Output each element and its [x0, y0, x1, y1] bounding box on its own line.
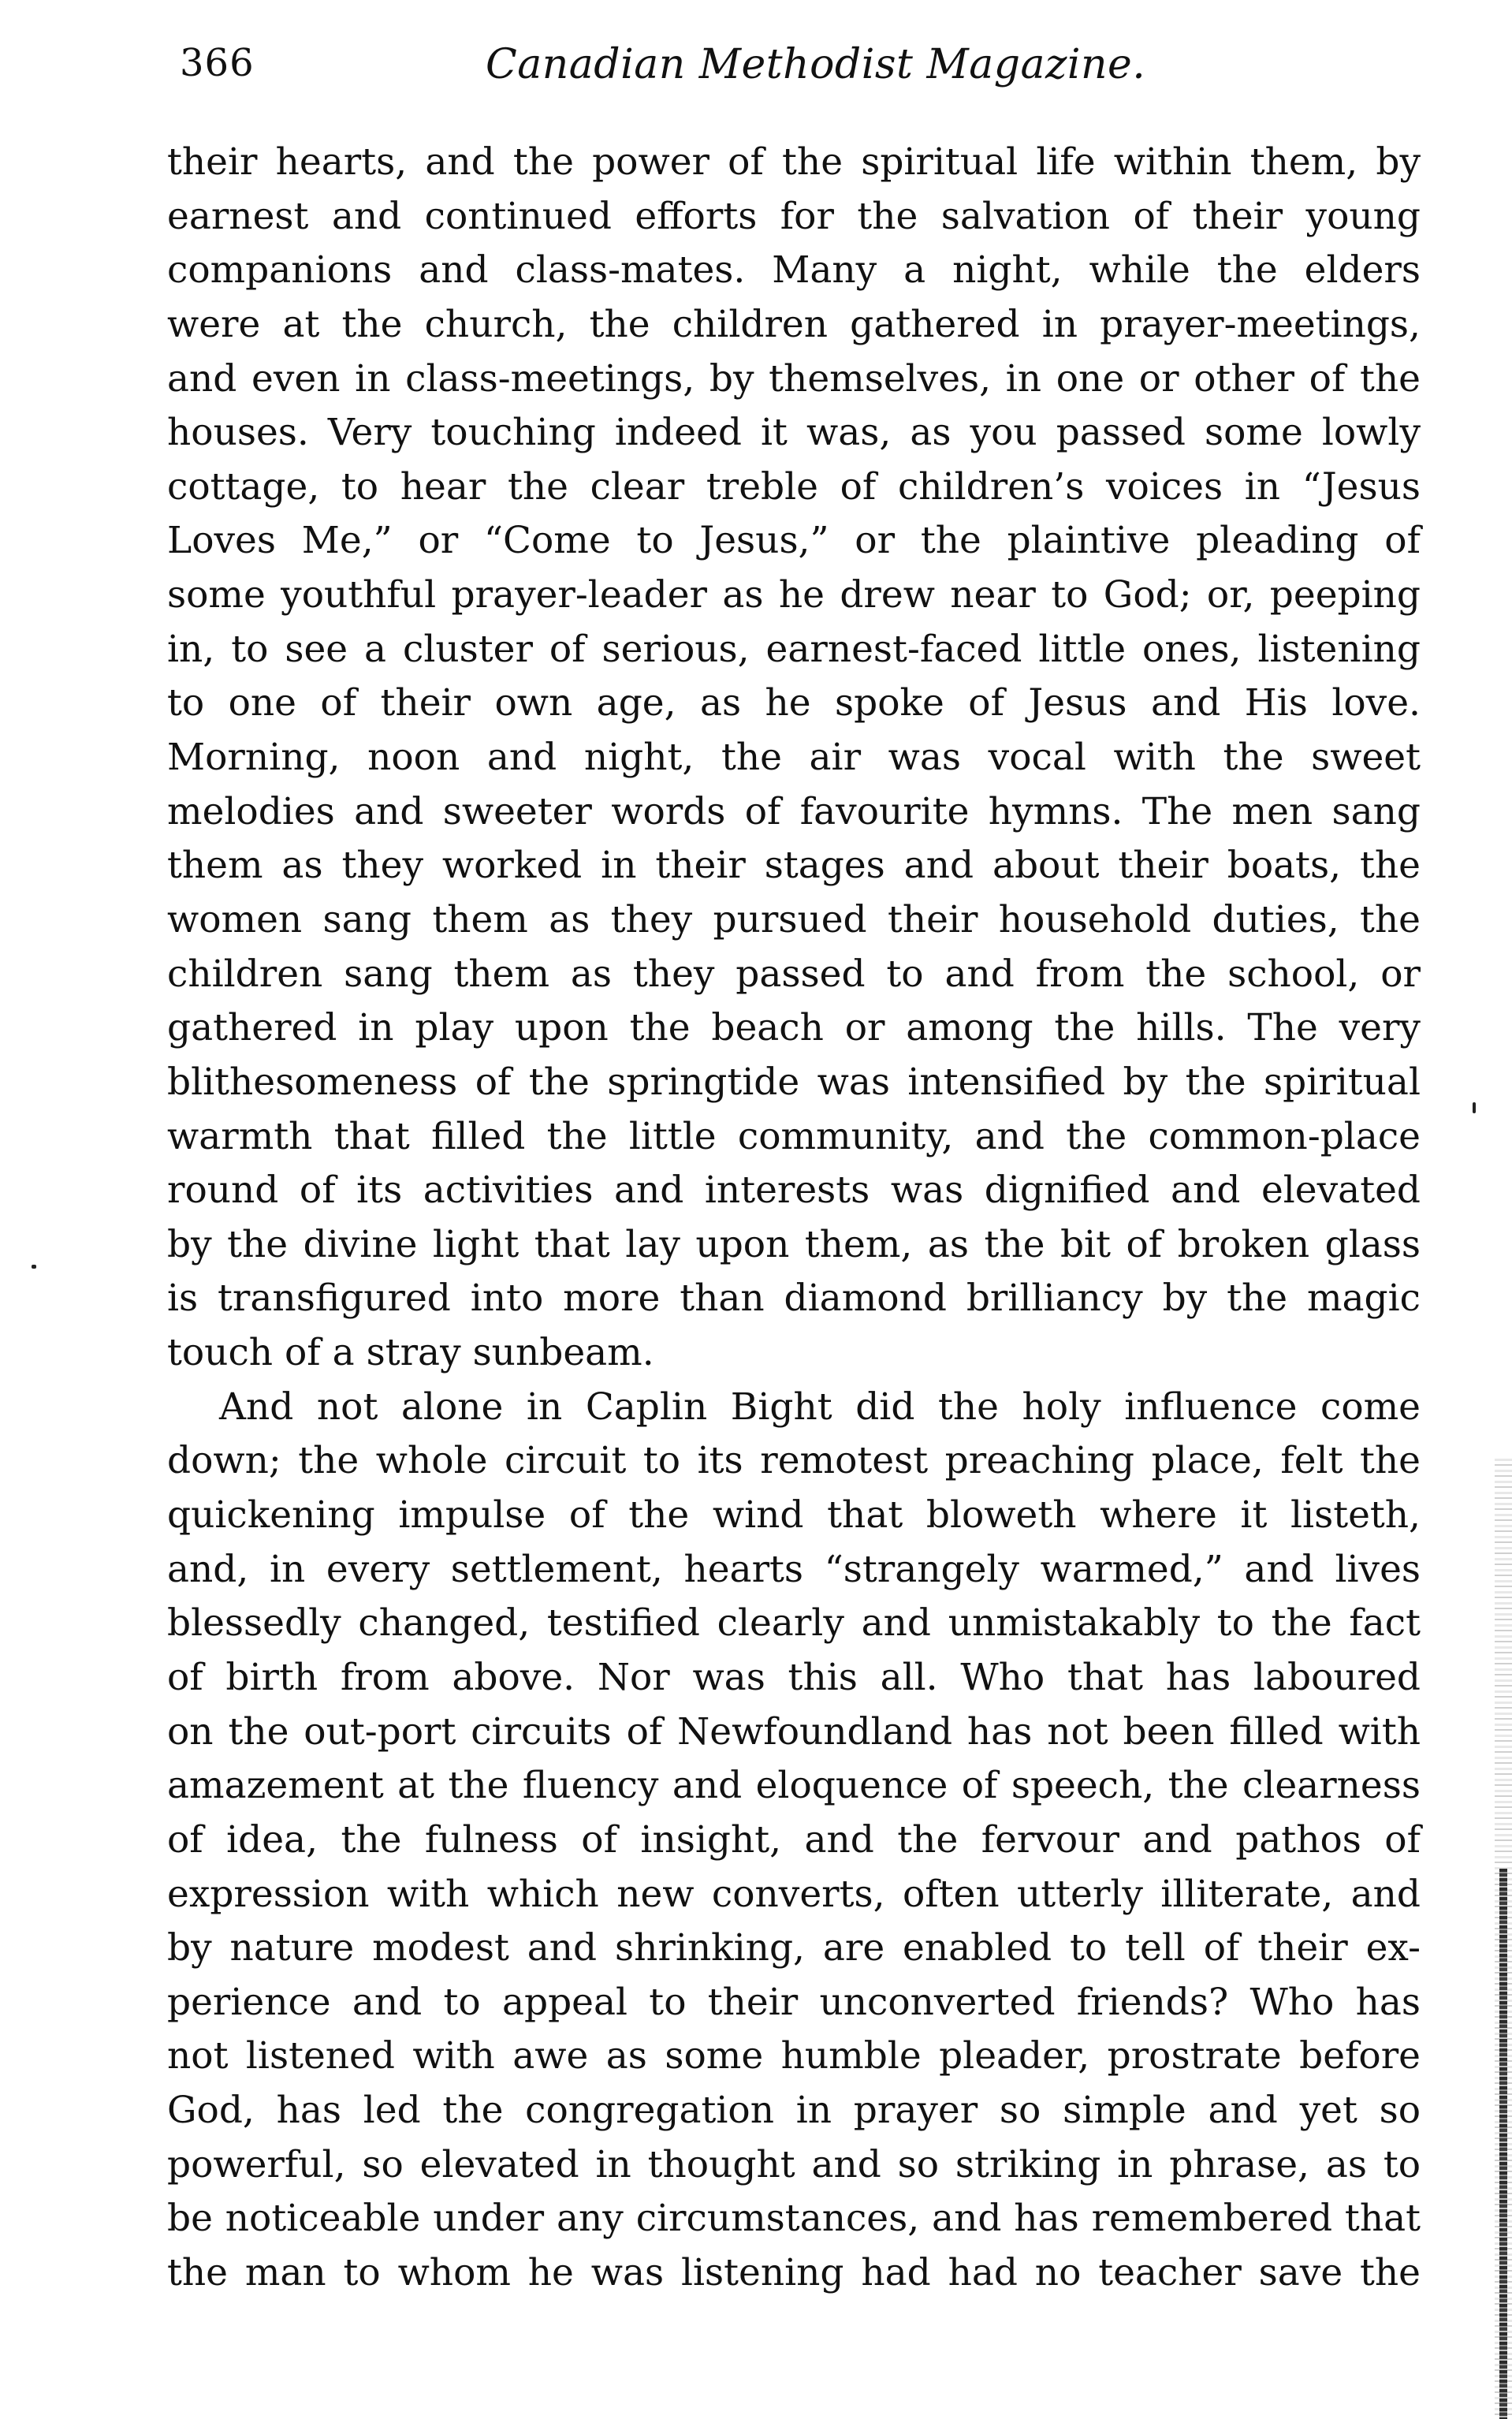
running-title: Canadian Methodist Magazine.: [486, 41, 1146, 88]
text-line: round of its activities and interests was dignified and elevated: [167, 1168, 1421, 1213]
text-line: them as they worked in their stages and about their boats, the: [167, 844, 1421, 888]
text-line: cottage, to hear the clear treble of children’s voices in “Jesus: [167, 464, 1421, 509]
text-line: in, to see a cluster of serious, earnest-faced little ones, listening: [167, 627, 1421, 671]
text-line: by nature modest and shrinking, are enabled to tell of their ex-: [167, 1926, 1421, 1970]
text-line: quickening impulse of the wind that bloweth where it listeth,: [167, 1493, 1421, 1538]
text-line: women sang them as they pursued their household duties, the: [167, 897, 1421, 941]
text-line: earnest and continued efforts for the salvation of their young: [167, 194, 1421, 238]
text-line: not listened with awe as some humble pleader, prostrate before: [167, 2034, 1421, 2078]
text-line: warmth that filled the little community, and the common-place: [167, 1114, 1421, 1158]
text-line: of birth from above. Nor was this all. Who that has laboured: [167, 1655, 1421, 1699]
text-line: their hearts, and the power of the spiritual life within them, by: [167, 140, 1421, 184]
text-line: children sang them as they passed to and from the school, or: [167, 952, 1421, 996]
text-line: to one of their own age, as he spoke of Jesus and His love.: [167, 681, 1421, 725]
text-line: perience and to appeal to their unconverted friends? Who has: [167, 1980, 1421, 2024]
text-line: by the divine light that lay upon them, as the bit of broken glass: [167, 1222, 1421, 1266]
text-line: blithesomeness of the springtide was intensified by the spiritual: [167, 1060, 1421, 1104]
text-line: melodies and sweeter words of favourite hymns. The men sang: [167, 789, 1421, 833]
text-line: and even in class-meetings, by themselves, in one or other of the: [167, 356, 1421, 401]
margin-speck: [32, 1265, 36, 1269]
text-line: And not alone in Caplin Bight did the holy influence come: [219, 1385, 1421, 1429]
text-line: companions and class-mates. Many a night, while the elders: [167, 248, 1421, 293]
text-line: and, in every settlement, hearts “strangely warmed,” and lives: [167, 1547, 1421, 1591]
text-line: were at the church, the children gathered in prayer-meetings,: [167, 302, 1421, 346]
text-line: down; the whole circuit to its remotest preaching place, felt the: [167, 1439, 1421, 1483]
text-line: is transfigured into more than diamond brilliancy by the magic: [167, 1277, 1421, 1321]
text-line: amazement at the fluency and eloquence of speech, the clearness: [167, 1764, 1421, 1808]
text-line: some youthful prayer-leader as he drew near to God; or, peeping: [167, 573, 1421, 617]
paragraph-1: [167, 136, 1421, 1381]
text-line: houses. Very touching indeed it was, as you passed some lowly: [167, 411, 1421, 455]
text-line: of idea, the fulness of insight, and the fervour and pathos of: [167, 1817, 1421, 1862]
paragraph-2: [167, 1381, 1421, 2301]
text-line: on the out-port circuits of Newfoundland has not been filled with: [167, 1709, 1421, 1754]
margin-speck: [1473, 1102, 1476, 1113]
page-edge-binding: [1499, 1869, 1507, 2419]
text-line: touch of a stray sunbeam.: [167, 1331, 654, 1375]
body-text: [167, 136, 1421, 2301]
text-line: blessedly changed, testified clearly and unmistakably to the fact: [167, 1601, 1421, 1646]
page-number: 366: [180, 41, 255, 85]
text-line: God, has led the congregation in prayer so simple and yet so: [167, 2089, 1421, 2133]
text-line: powerful, so elevated in thought and so striking in phrase, as to: [167, 2142, 1421, 2186]
text-line: gathered in play upon the beach or among the hills. The very: [167, 1006, 1421, 1050]
text-line: Morning, noon and night, the air was vocal with the sweet: [167, 736, 1421, 780]
text-line: expression with which new converts, often utterly illiterate, and: [167, 1872, 1421, 1916]
page-header: [180, 41, 1410, 112]
text-line: the man to whom he was listening had had no teacher save the: [167, 2250, 1421, 2294]
text-line: Loves Me,” or “Come to Jesus,” or the plaintive pleading of: [167, 519, 1421, 563]
text-line: be noticeable under any circumstances, and has remembered that: [167, 2197, 1421, 2241]
